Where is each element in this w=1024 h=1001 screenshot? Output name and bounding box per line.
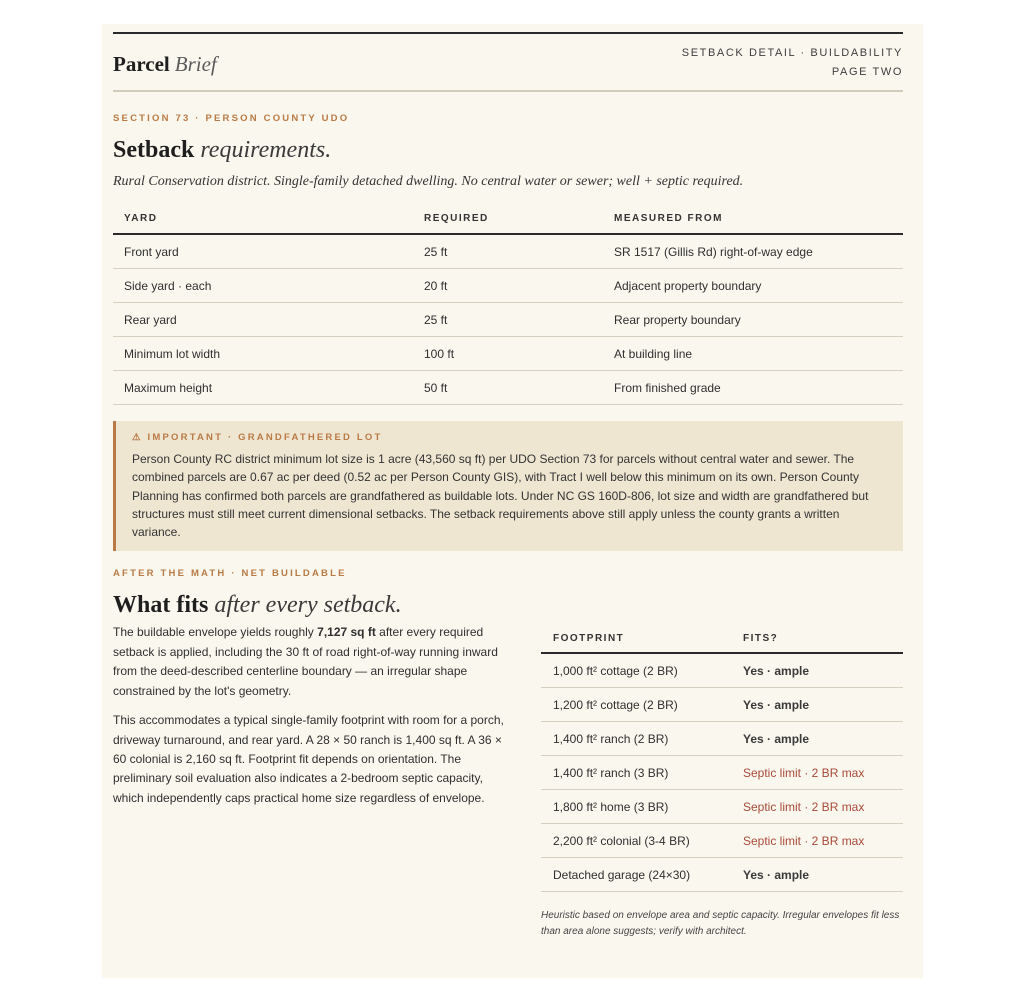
col-fits: FITS? <box>731 624 903 653</box>
fits-panel <box>541 623 903 940</box>
required-cell: 25 ft <box>413 234 603 269</box>
brand-italic: Brief <box>174 52 217 76</box>
callout-text: Person County RC district minimum lot size is 1 acre (43,560 sq ft) per UDO Section 73 for parcels without central water and sewer. The combined parcels are 0.67 ac per deed (0.52 ac per Person County GIS), with Tract I well below this minimum on its own. Person County Planning has confirmed both parcels are grandfathered as buildable lots. Under NC GS 160D-806, lot size and width are grandfathered but structures must still meet current dimensional setbacks. The setback requirements above still apply unless the county grants a written variance. <box>132 452 869 540</box>
yard-cell: Minimum lot width <box>113 337 413 371</box>
p1-after: after every required setback is applied, including the 30 ft of road right-of-way running inward from the deed-described centerline boundary — an irregular shape constrained by the lot's geometry. <box>113 625 498 698</box>
buildable-title-bold: What fits <box>113 592 209 619</box>
col-yard: YARD <box>113 203 413 234</box>
envelope-area: 7,127 sq ft <box>317 625 376 640</box>
document-page <box>102 24 923 978</box>
table-row <box>541 756 903 790</box>
fits-footnote: Heuristic based on envelope area and septic capacity. Irregular envelopes fit less than area alone suggests; verify with architect. <box>541 910 900 938</box>
setback-lede: Rural Conservation district. Single-family detached dwelling. No central water or sewer; well + septic required. <box>113 174 744 189</box>
buildable-paragraph-1 <box>113 623 505 701</box>
col-measured-from: MEASURED FROM <box>603 203 903 234</box>
footprint-cell: 2,200 ft² colonial (3-4 BR) <box>541 824 731 858</box>
p1-before: The buildable envelope yields roughly <box>113 625 318 640</box>
fits-cell: Septic limit · 2 BR max <box>731 756 903 790</box>
yard-cell: Front yard <box>113 234 413 269</box>
footprint-cell: 1,400 ft² ranch (2 BR) <box>541 722 731 756</box>
table-row <box>541 653 903 688</box>
measured-cell: At building line <box>603 337 903 371</box>
header-meta-line1: SETBACK DETAIL · BUILDABILITY <box>681 47 903 59</box>
required-cell: 50 ft <box>413 371 603 405</box>
required-cell: 25 ft <box>413 303 603 337</box>
table-row <box>541 722 903 756</box>
fits-cell: Septic limit · 2 BR max <box>731 790 903 824</box>
brand-bold: Parcel <box>113 52 170 76</box>
measured-cell: From finished grade <box>603 371 903 405</box>
table-row <box>541 824 903 858</box>
footprint-cell: 1,400 ft² ranch (3 BR) <box>541 756 731 790</box>
page-content <box>113 32 903 938</box>
setback-table <box>113 203 903 405</box>
footprint-cell: 1,800 ft² home (3 BR) <box>541 790 731 824</box>
grandfathered-callout <box>113 421 903 551</box>
callout-label: ⚠ IMPORTANT · GRANDFATHERED LOT <box>132 432 383 443</box>
table-row <box>113 371 903 405</box>
table-row <box>113 303 903 337</box>
col-footprint: FOOTPRINT <box>541 624 731 653</box>
footprint-cell: 1,200 ft² cottage (2 BR) <box>541 688 731 722</box>
yard-cell: Rear yard <box>113 303 413 337</box>
fits-table <box>541 624 903 892</box>
setback-title-bold: Setback <box>113 137 195 163</box>
setback-title <box>113 137 903 164</box>
fits-cell: Yes · ample <box>731 858 903 892</box>
page-header <box>113 34 903 90</box>
col-required: REQUIRED <box>413 203 603 234</box>
buildable-title-italic: after every setback. <box>214 592 402 619</box>
setback-header-row <box>113 203 903 234</box>
buildable-title <box>113 592 903 619</box>
table-row <box>113 337 903 371</box>
brand-title <box>113 52 217 77</box>
fits-body <box>541 653 903 892</box>
fits-cell: Septic limit · 2 BR max <box>731 824 903 858</box>
fits-header-row <box>541 624 903 653</box>
measured-cell: Rear property boundary <box>603 303 903 337</box>
measured-cell: Adjacent property boundary <box>603 269 903 303</box>
buildable-eyebrow: AFTER THE MATH · NET BUILDABLE <box>113 568 347 580</box>
table-row <box>541 688 903 722</box>
buildable-paragraph-2: This accommodates a typical single-family footprint with room for a porch, driveway turnaround, and rear yard. A 28 × 50 ranch is 1,400 sq ft. A 36 × 60 colonial is 2,160 sq ft. Footprint fit depends on orientation. The preliminary soil evaluation also indicates a 2-bedroom septic capacity, which independently caps practical home size regardless of envelope. <box>113 713 504 805</box>
required-cell: 100 ft <box>413 337 603 371</box>
header-rule <box>113 90 903 92</box>
table-row <box>113 234 903 269</box>
table-row <box>541 790 903 824</box>
footprint-cell: Detached garage (24×30) <box>541 858 731 892</box>
yard-cell: Side yard · each <box>113 269 413 303</box>
yard-cell: Maximum height <box>113 371 413 405</box>
table-row <box>113 269 903 303</box>
measured-cell: SR 1517 (Gillis Rd) right-of-way edge <box>603 234 903 269</box>
footprint-cell: 1,000 ft² cottage (2 BR) <box>541 653 731 688</box>
header-meta <box>682 44 903 82</box>
setback-eyebrow: SECTION 73 · PERSON COUNTY UDO <box>113 113 350 124</box>
required-cell: 20 ft <box>413 269 603 303</box>
buildable-text <box>113 623 505 818</box>
setback-title-italic: requirements. <box>200 137 332 163</box>
fits-cell: Yes · ample <box>731 722 903 756</box>
header-meta-line2: PAGE TWO <box>831 66 903 78</box>
fits-cell: Yes · ample <box>731 653 903 688</box>
fits-cell: Yes · ample <box>731 688 903 722</box>
table-row <box>541 858 903 892</box>
